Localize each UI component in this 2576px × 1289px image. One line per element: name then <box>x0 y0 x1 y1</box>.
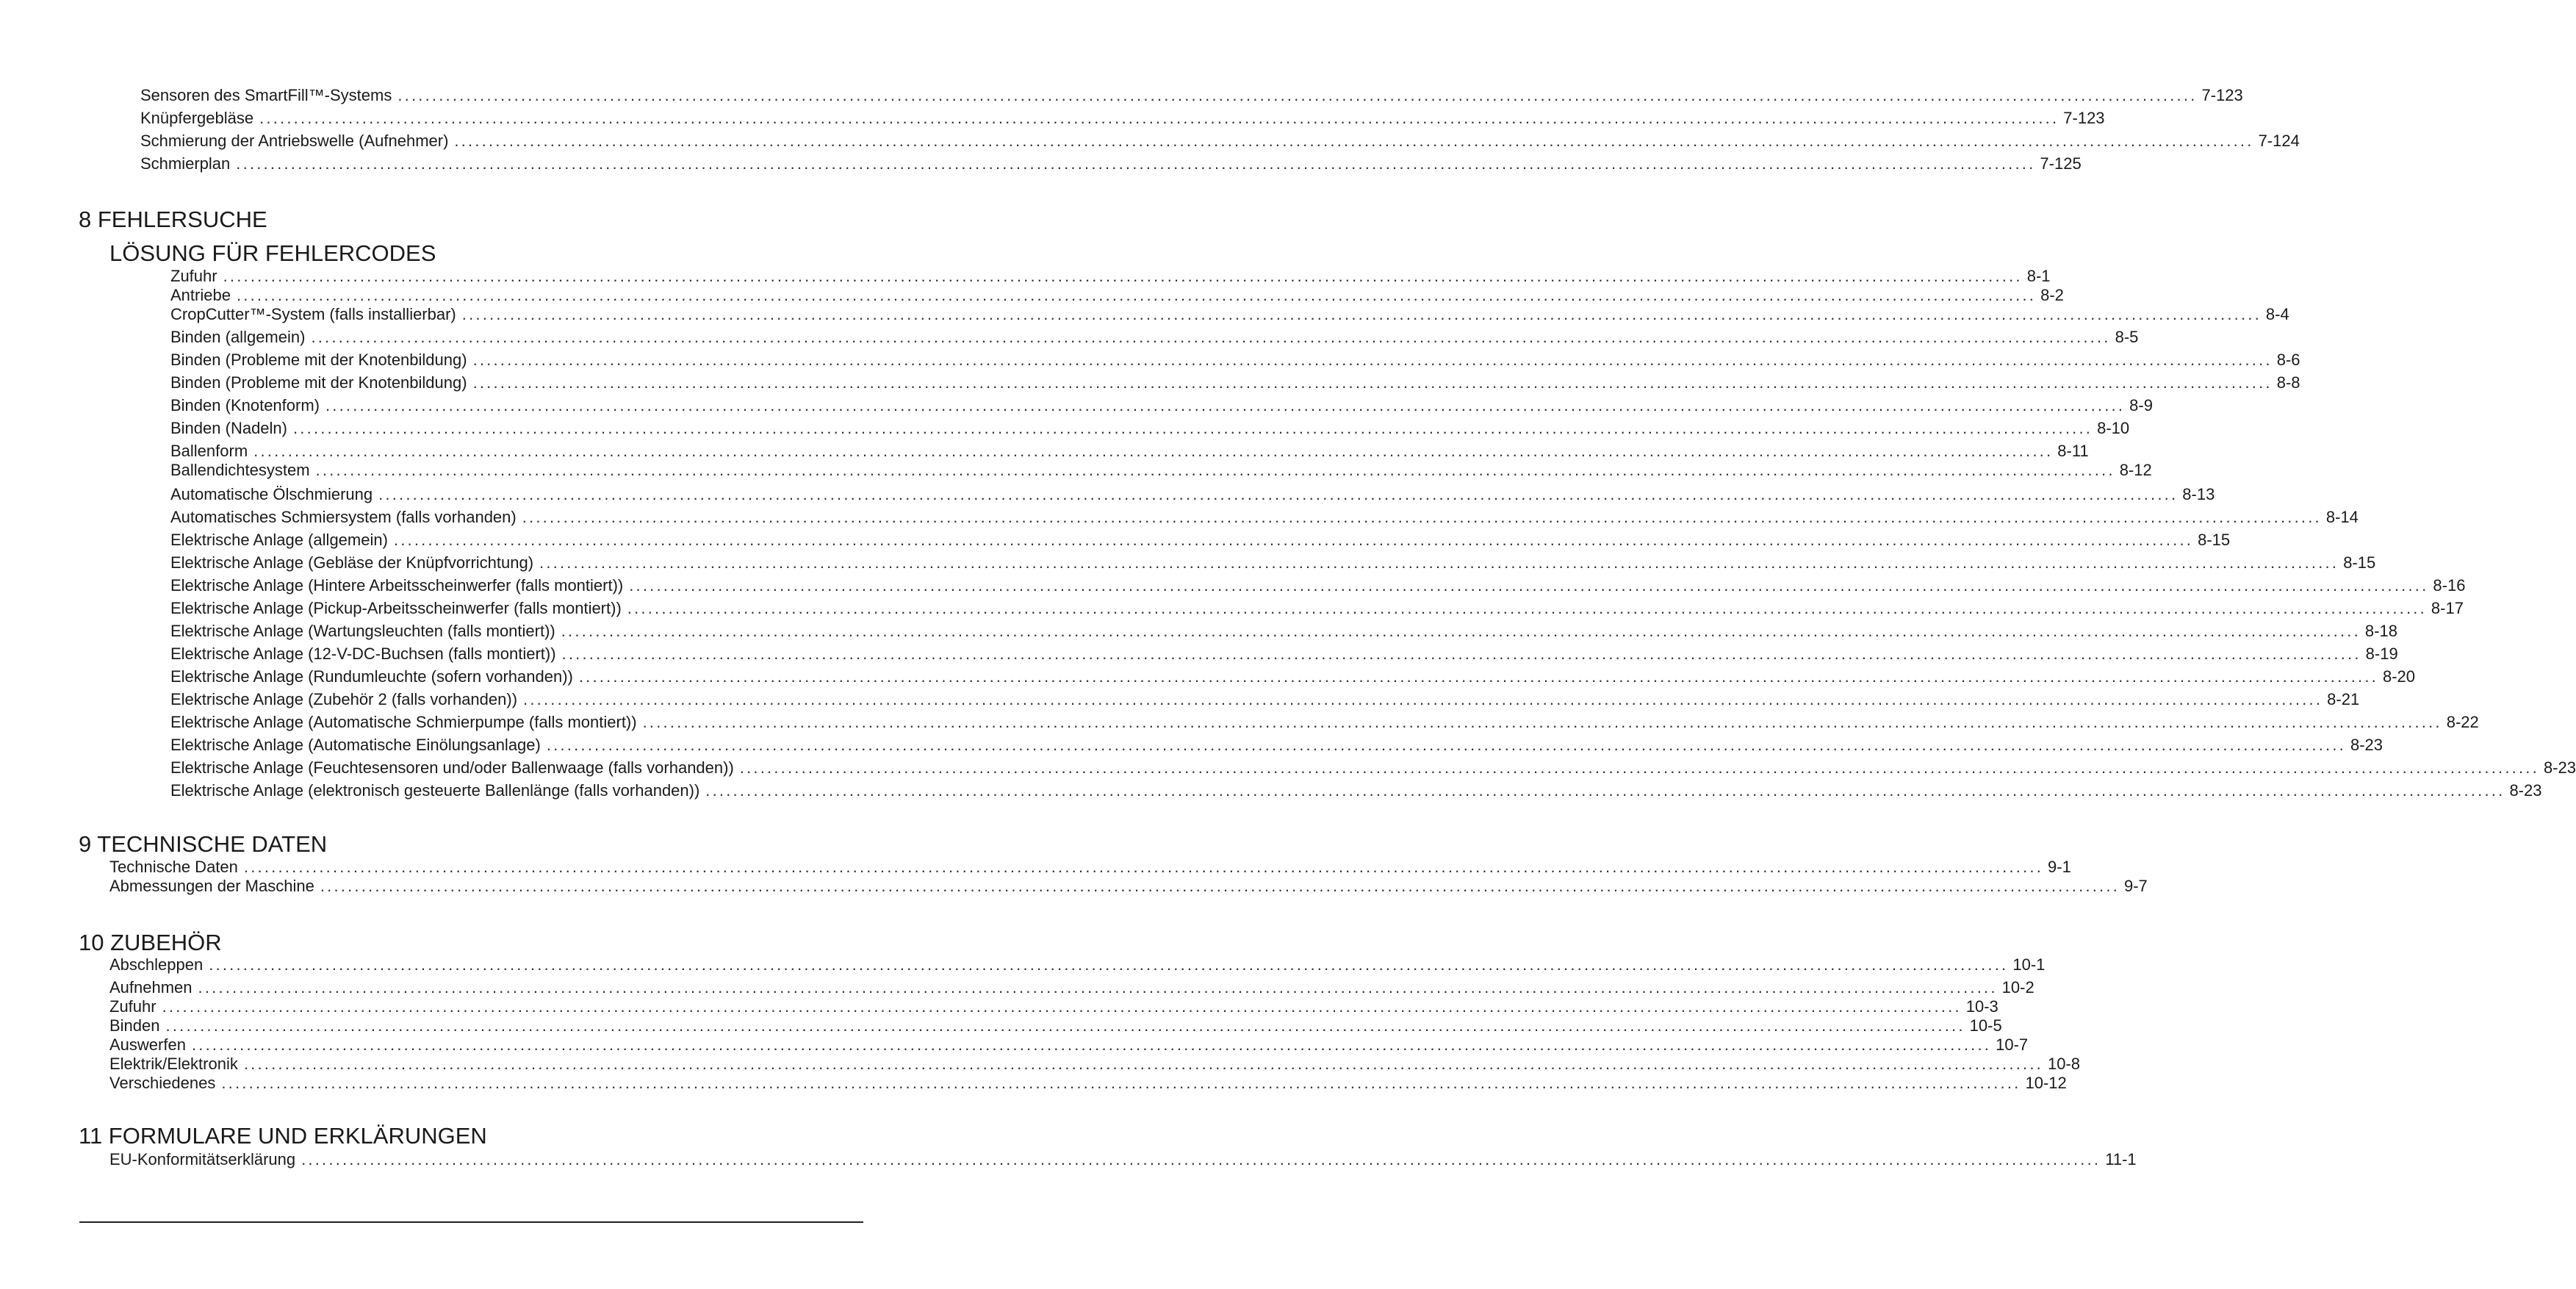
toc-entry-label: Automatische Ölschmierung <box>170 485 373 503</box>
toc-entry-label: Binden (Nadeln) <box>170 419 287 437</box>
toc-entry[interactable] <box>109 955 2046 974</box>
toc-leader: ....................................................................................................................................................................................................................................................................... <box>705 781 2505 800</box>
toc-entry-label: Schmierplan <box>140 154 231 173</box>
toc-entry-label: Zufuhr <box>170 267 217 285</box>
toc-entry-page: 8-11 <box>2057 442 2089 460</box>
toc-entry-page: 8-15 <box>2198 531 2231 549</box>
toc-entry-page: 8-4 <box>2265 305 2289 323</box>
toc-entry[interactable] <box>170 713 2479 732</box>
toc-entry[interactable] <box>170 442 2089 461</box>
toc-leader: ....................................................................................................................................................................................................................................................................... <box>629 576 2429 595</box>
toc-leader: ....................................................................................................................................................................................................................................................................... <box>739 758 2539 777</box>
toc-leader: ....................................................................................................................................................................................................................................................................... <box>561 622 2361 640</box>
toc-entry-label: Elektrische Anlage (Pickup-Arbeitsscheinwerfer (falls montiert)) <box>170 599 622 617</box>
toc-entry-page: 8-16 <box>2433 576 2466 595</box>
toc-entry-label: Elektrik/Elektronik <box>109 1055 238 1073</box>
toc-leader: ....................................................................................................................................................................................................................................................................... <box>191 1035 1992 1054</box>
toc-entry-page: 7-123 <box>2063 109 2105 127</box>
toc-entry-label: Elektrische Anlage (elektronisch gesteuerte Ballenlänge (falls vorhanden)) <box>170 781 700 800</box>
toc-entry-label: Ballendichtesystem <box>170 461 310 479</box>
toc-entry[interactable] <box>140 86 2243 105</box>
toc-entry[interactable] <box>170 305 2289 324</box>
toc-leader: ....................................................................................................................................................................................................................................................................... <box>315 461 2115 479</box>
chapter-8-subheading[interactable]: LÖSUNG FÜR FEHLERCODES <box>109 240 436 266</box>
toc-entry[interactable] <box>109 1035 2029 1055</box>
toc-entry-label: Binden (allgemein) <box>170 328 306 346</box>
toc-entry-label: Elektrische Anlage (allgemein) <box>170 531 388 549</box>
toc-leader: ....................................................................................................................................................................................................................................................................... <box>236 154 2036 173</box>
toc-entry[interactable] <box>170 781 2542 800</box>
toc-entry-page: 8-23 <box>2509 781 2542 800</box>
toc-leader: ....................................................................................................................................................................................................................................................................... <box>472 373 2273 392</box>
toc-entry-label: Abschleppen <box>109 955 204 974</box>
toc-entry-label: Elektrische Anlage (Gebläse der Knüpfvorrichtung) <box>170 553 534 572</box>
toc-entry-page: 7-124 <box>2258 132 2300 150</box>
toc-entry[interactable] <box>170 599 2464 618</box>
toc-entry[interactable] <box>170 690 2360 709</box>
toc-entry[interactable] <box>170 553 2376 572</box>
toc-entry-page: 8-23 <box>2543 758 2576 777</box>
toc-entry[interactable] <box>170 351 2300 370</box>
toc-entry-page: 10-12 <box>2025 1074 2067 1092</box>
toc-entry-page: 9-7 <box>2123 877 2148 895</box>
toc-leader: ....................................................................................................................................................................................................................................................................... <box>236 286 2037 304</box>
toc-entry-label: Automatisches Schmiersystem (falls vorhanden) <box>170 508 517 526</box>
toc-entry-page: 9-1 <box>2048 858 2071 876</box>
toc-entry[interactable] <box>140 109 2105 128</box>
toc-leader: ....................................................................................................................................................................................................................................................................... <box>642 713 2442 731</box>
toc-entry-label: Binden (Knotenform) <box>170 396 320 414</box>
footer-divider <box>79 1221 863 1223</box>
toc-entry[interactable] <box>109 997 1998 1016</box>
toc-entry-page: 8-19 <box>2365 644 2398 663</box>
toc-entry-page: 8-10 <box>2097 419 2130 437</box>
toc-entry-page: 8-5 <box>2115 328 2139 346</box>
chapter-8-heading[interactable]: 8 FEHLERSUCHE <box>79 207 267 232</box>
toc-leader: ....................................................................................................................................................................................................................................................................... <box>546 736 2346 754</box>
toc-entry-label: Knüpfergebläse <box>140 109 254 127</box>
toc-leader: ....................................................................................................................................................................................................................................................................... <box>578 667 2378 686</box>
toc-entry[interactable] <box>170 508 2359 527</box>
toc-leader: ....................................................................................................................................................................................................................................................................... <box>523 690 2323 708</box>
toc-entry-label: EU-Konformitätserklärung <box>109 1150 296 1168</box>
toc-entry-label: Binden (Probleme mit der Knotenbildung) <box>170 351 467 369</box>
toc-entry-label: Technische Daten <box>109 858 238 876</box>
toc-entry-page: 8-1 <box>2026 267 2051 285</box>
toc-entry-page: 8-22 <box>2446 713 2479 731</box>
toc-entry-page: 8-12 <box>2119 461 2152 479</box>
toc-entry-label: Elektrische Anlage (Rundumleuchte (sofern vorhanden)) <box>170 667 573 686</box>
toc-entry-label: Sensoren des SmartFill™-Systems <box>140 86 392 104</box>
toc-leader: ....................................................................................................................................................................................................................................................................... <box>162 997 1962 1016</box>
toc-entry[interactable] <box>170 667 2416 686</box>
toc-entry[interactable] <box>109 1150 2137 1169</box>
toc-leader: ....................................................................................................................................................................................................................................................................... <box>454 132 2254 150</box>
toc-entry[interactable] <box>170 531 2231 550</box>
toc-entry[interactable] <box>170 758 2576 778</box>
toc-leader: ....................................................................................................................................................................................................................................................................... <box>378 485 2179 503</box>
toc-entry-page: 8-15 <box>2343 553 2376 572</box>
toc-leader: ....................................................................................................................................................................................................................................................................... <box>539 553 2339 572</box>
toc-leader: ....................................................................................................................................................................................................................................................................... <box>311 328 2111 346</box>
toc-leader: ....................................................................................................................................................................................................................................................................... <box>320 877 2120 895</box>
toc-entry[interactable] <box>170 396 2153 415</box>
toc-entry-label: CropCutter™-System (falls installierbar) <box>170 305 456 323</box>
toc-entry-label: Schmierung der Antriebswelle (Aufnehmer) <box>140 132 449 150</box>
toc-entry-label: Abmessungen der Maschine <box>109 877 314 895</box>
toc-entry[interactable] <box>170 485 2215 504</box>
toc-leader: ....................................................................................................................................................................................................................................................................... <box>243 1055 2043 1073</box>
toc-leader: ....................................................................................................................................................................................................................................................................... <box>198 978 1998 997</box>
toc-entry[interactable] <box>109 1074 2067 1093</box>
chapter-11-heading[interactable]: 11 FORMULARE UND ERKLÄRUNGEN <box>79 1123 487 1149</box>
toc-entry-page: 8-8 <box>2276 373 2300 392</box>
toc-entry-page: 8-21 <box>2327 690 2360 708</box>
toc-leader: ....................................................................................................................................................................................................................................................................... <box>221 1074 2021 1092</box>
toc-entry-label: Verschiedenes <box>109 1074 216 1092</box>
toc-leader: ....................................................................................................................................................................................................................................................................... <box>223 267 2023 285</box>
toc-entry[interactable] <box>170 644 2398 664</box>
toc-entry-page: 8-9 <box>2129 396 2153 414</box>
toc-entry-page: 8-23 <box>2350 736 2383 754</box>
toc-entry-page: 8-17 <box>2431 599 2464 617</box>
toc-entry-label: Elektrische Anlage (Automatische Einölungsanlage) <box>170 736 541 754</box>
toc-entry-label: Binden <box>109 1016 160 1035</box>
toc-entry[interactable] <box>170 622 2397 641</box>
toc-entry-page: 10-2 <box>2001 978 2034 997</box>
toc-leader: ....................................................................................................................................................................................................................................................................... <box>393 531 2194 549</box>
toc-leader: ....................................................................................................................................................................................................................................................................... <box>461 305 2262 323</box>
toc-entry-label: Elektrische Anlage (Zubehör 2 (falls vorhanden)) <box>170 690 518 708</box>
toc-entry[interactable] <box>109 978 2034 997</box>
toc-entry-page: 7-125 <box>2040 154 2082 173</box>
toc-leader: ....................................................................................................................................................................................................................................................................... <box>522 508 2322 526</box>
toc-leader: ....................................................................................................................................................................................................................................................................... <box>301 1150 2101 1168</box>
toc-entry-label: Auswerfen <box>109 1035 186 1054</box>
toc-entry-label: Zufuhr <box>109 997 156 1016</box>
toc-entry[interactable] <box>140 132 2300 151</box>
toc-entry[interactable] <box>170 736 2383 755</box>
toc-entry-label: Elektrische Anlage (Automatische Schmierpumpe (falls montiert)) <box>170 713 637 731</box>
toc-entry[interactable] <box>170 373 2300 392</box>
toc-entry-label: Elektrische Anlage (Wartungsleuchten (falls montiert)) <box>170 622 555 640</box>
toc-entry-label: Elektrische Anlage (Feuchtesensoren und/oder Ballenwaage (falls vorhanden)) <box>170 758 734 777</box>
toc-entry-label: Ballenform <box>170 442 248 460</box>
toc-entry[interactable] <box>170 328 2139 347</box>
toc-entry[interactable] <box>170 576 2466 595</box>
toc-entry[interactable] <box>109 1055 2081 1074</box>
chapter-10-heading[interactable]: 10 ZUBEHÖR <box>79 930 222 955</box>
toc-entry-page: 10-8 <box>2047 1055 2081 1073</box>
toc-entry-page: 8-14 <box>2325 508 2359 526</box>
toc-entry-label: Binden (Probleme mit der Knotenbildung) <box>170 373 467 392</box>
toc-leader: ....................................................................................................................................................................................................................................................................... <box>325 396 2126 414</box>
toc-entry-page: 8-13 <box>2182 485 2215 503</box>
toc-leader: ....................................................................................................................................................................................................................................................................... <box>472 351 2273 369</box>
toc-leader: ....................................................................................................................................................................................................................................................................... <box>209 955 2009 974</box>
toc-entry-page: 7-123 <box>2201 86 2243 104</box>
toc-entry-page: 10-1 <box>2012 955 2046 974</box>
toc-leader: ....................................................................................................................................................................................................................................................................... <box>259 109 2059 127</box>
toc-entry[interactable] <box>140 154 2082 173</box>
toc-entry[interactable] <box>109 858 2071 877</box>
toc-leader: ....................................................................................................................................................................................................................................................................... <box>627 599 2427 617</box>
toc-leader: ....................................................................................................................................................................................................................................................................... <box>165 1016 1965 1035</box>
toc-entry[interactable] <box>109 1016 2002 1035</box>
toc-entry[interactable] <box>170 461 2152 480</box>
toc-entry[interactable] <box>170 267 2051 286</box>
toc-entry[interactable] <box>170 286 2064 305</box>
toc-leader: ....................................................................................................................................................................................................................................................................... <box>253 442 2054 460</box>
toc-entry[interactable] <box>170 419 2130 438</box>
toc-leader: ....................................................................................................................................................................................................................................................................... <box>292 419 2093 437</box>
toc-entry-page: 11-1 <box>2105 1150 2137 1168</box>
toc-entry-page: 10-7 <box>1996 1035 2029 1054</box>
toc-entry-page: 8-2 <box>2040 286 2064 304</box>
chapter-9-heading[interactable]: 9 TECHNISCHE DATEN <box>79 831 328 857</box>
toc-entry-page: 8-20 <box>2383 667 2416 686</box>
toc-entry-page: 8-6 <box>2276 351 2300 369</box>
toc-entry-label: Elektrische Anlage (12-V-DC-Buchsen (falls montiert)) <box>170 644 556 663</box>
toc-leader: ....................................................................................................................................................................................................................................................................... <box>397 86 2198 104</box>
toc-entry[interactable] <box>109 877 2148 896</box>
toc-entry-page: 8-18 <box>2364 622 2397 640</box>
toc-leader: ....................................................................................................................................................................................................................................................................... <box>243 858 2044 876</box>
toc-leader: ....................................................................................................................................................................................................................................................................... <box>561 644 2361 663</box>
toc-entry-label: Aufnehmen <box>109 978 193 997</box>
toc-entry-page: 10-3 <box>1965 997 1998 1016</box>
toc-entry-label: Antriebe <box>170 286 231 304</box>
toc-entry-page: 10-5 <box>1969 1016 2002 1035</box>
toc-entry-label: Elektrische Anlage (Hintere Arbeitsscheinwerfer (falls montiert)) <box>170 576 624 595</box>
